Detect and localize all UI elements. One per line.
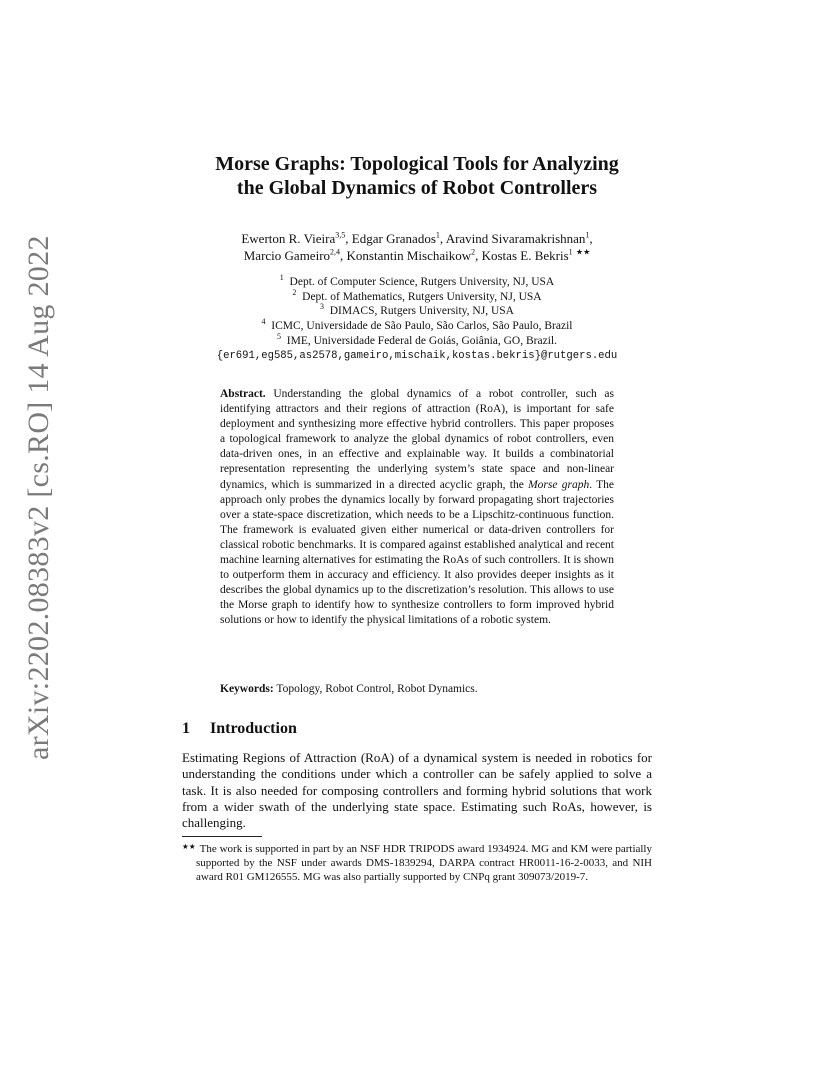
- author-name: Edgar Granados: [351, 231, 436, 246]
- keywords-label: Keywords:: [220, 683, 274, 695]
- affiliation-item: $^1$ Dept. of Computer Science, Rutgers University, NJ, USA: [279, 273, 555, 288]
- affiliation-item: $^2$ Dept. of Mathematics, Rutgers University, NJ, USA: [292, 287, 542, 303]
- author-affil: 1: [585, 230, 590, 240]
- intro-paragraph: Estimating Regions of Attraction (RoA) of a dynamical system is needed in robotics for understanding the conditions under which a controller can be safely applied to solve a task. It is also needed for composing controllers and forming hybrid solutions that work from a wider swath of the underlying state space. Estimating such RoAs, however, is challenging.: [182, 750, 652, 831]
- author-affil: 3,5: [335, 230, 346, 240]
- keywords: [220, 682, 614, 697]
- abstract-label: Abstract.: [220, 388, 266, 400]
- section-number: 1: [182, 720, 190, 737]
- author-emails: {er691,eg585,as2578,gameiro,mischaik,kostas.bekris}@rutgers.edu: [216, 349, 618, 362]
- affiliation-item: $^3$ DIMACS, Rutgers University, NJ, USA: [320, 302, 514, 318]
- footnote: [182, 840, 652, 885]
- footnote-star-icon: ★★: [182, 842, 196, 851]
- author-affil: 2,4: [330, 247, 341, 257]
- author-name: Kostas E. Bekris: [481, 248, 569, 263]
- affiliation-list: [182, 275, 652, 363]
- affiliation-item: $^4$ ICMC, Universidade de São Paulo, São Carlos, São Paulo, Brazil: [261, 317, 573, 333]
- author-name: Marcio Gameiro: [243, 248, 331, 263]
- author-name: Konstantin Mischaikow: [346, 248, 472, 263]
- footnote-rule: [182, 836, 262, 837]
- author-affil: 1: [568, 247, 573, 257]
- author-name: Aravind Sivaramakrishnan: [445, 231, 586, 246]
- abstract-text-rest: . The approach only probes the dynamics locally by forward propagating short trajectories over a state-space discretization, which needs to be a Lipschitz-continuous function. The framework is evaluated given either numerical or data-driven controllers for classical robotic benchmarks. It is compared against established analytical and recent machine learning alternatives for estimating the RoAs of such controllers. It is shown to outperform them in accuracy and efficiency. It also provides deeper insights as it describes the global dynamics up to the discretization’s resolution. This allows to use the Morse graph to identify how to synthesize controllers to form improved hybrid solutions or how to identify the physical limitations of a robotic system.: [220, 478, 614, 627]
- footnote-star-icon: ★★: [575, 247, 591, 257]
- author-name: Ewerton R. Vieira: [241, 231, 336, 246]
- affiliation-item: $^5$ IME, Universidade Federal de Goiás, Goiânia, GO, Brazil.: [277, 331, 557, 347]
- author-line-1: Ewerton R. Vieira$^{3,5}$, Edgar Granados$^1$, Aravind Sivaramakrishnan$^1$,: [241, 230, 593, 246]
- paper-title: [182, 152, 652, 200]
- author-list: [182, 230, 652, 264]
- title-line-1: Morse Graphs: Topological Tools for Analyzing: [215, 153, 619, 175]
- title-line-2: the Global Dynamics of Robot Controllers: [236, 177, 598, 199]
- footnote-text: The work is supported in part by an NSF HDR TRIPODS award 1934924. MG and KM were partially supported by the NSF under awards DMS-1839294, DARPA contract HR0011-16-2-0033, and NIH award R01 GM126555. MG was also partially supported by CNPq grant 309073/2019-7.: [196, 843, 652, 884]
- keywords-text: Topology, Robot Control, Robot Dynamics.: [276, 683, 478, 695]
- abstract-text: Understanding the global dynamics of a robot controller, such as identifying attractors and their regions of attraction (RoA), is important for safe deployment and synthesizing more effective hybrid controllers. This paper proposes a topological framework to analyze the global dynamics of robot controllers, even data-driven ones, in an effective and explainable way. It builds a combinatorial representation representing the underlying system’s state space and non-linear dynamics, which is summarized in a directed acyclic graph, the: [220, 388, 615, 491]
- author-line-2: Marcio Gameiro$^{2,4}$, Konstantin Mischaikow$^2$, Kostas E. Bekris$^1$ ★★: [243, 247, 591, 263]
- arxiv-identifier: arXiv:2202.08383v2 [cs.RO] 14 Aug 2022: [22, 235, 55, 760]
- abstract-emphasis: Morse graph: [528, 478, 590, 491]
- author-affil: 1: [435, 230, 440, 240]
- author-affil: 2: [471, 247, 476, 257]
- abstract: [220, 387, 614, 629]
- footnote-body: [182, 840, 652, 885]
- section-title: Introduction: [210, 720, 297, 737]
- section-heading: [182, 719, 652, 739]
